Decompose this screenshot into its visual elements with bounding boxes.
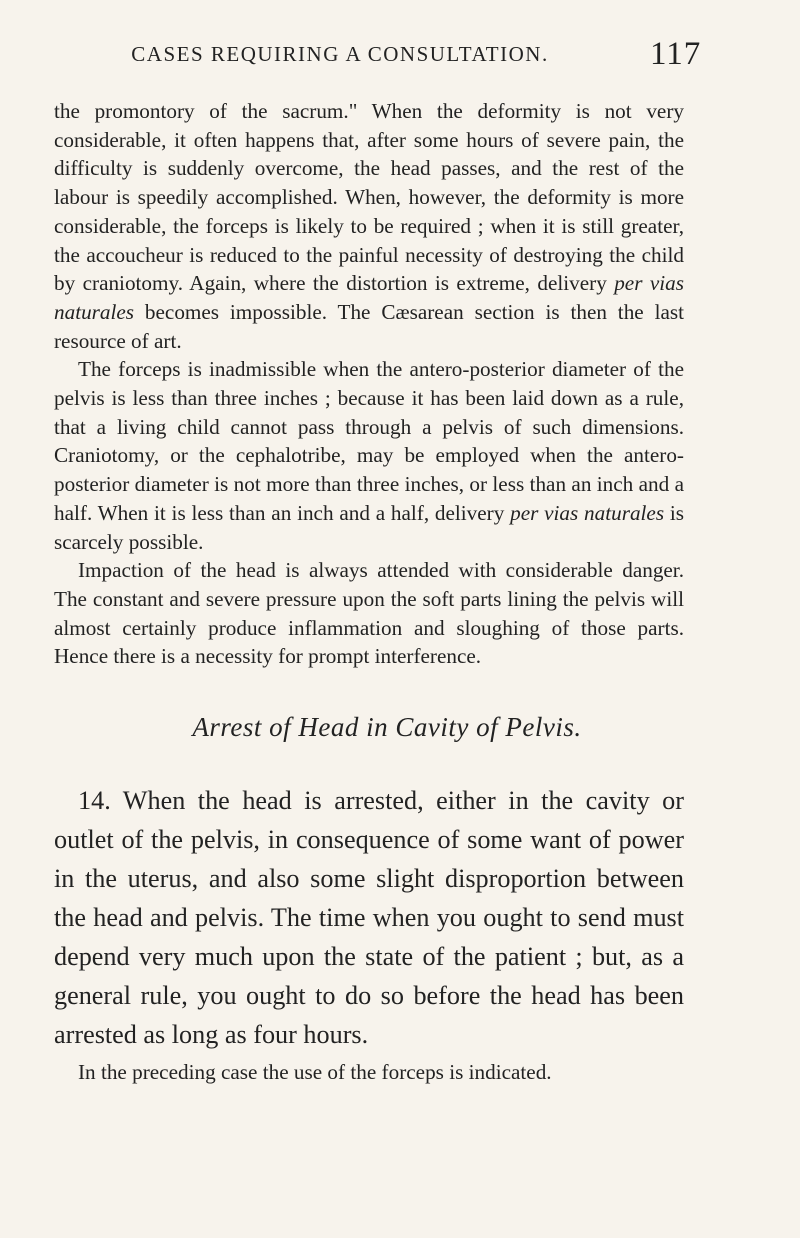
paragraph-closing: In the preceding case the use of the forceps is indicated. — [78, 1060, 552, 1085]
paragraph-forceps — [54, 355, 684, 556]
page-body — [54, 97, 684, 1087]
text-run: the promontory of the sacrum." When the deformity is not very considerable, it often happens that, after some hours of severe pain, the difficulty is suddenly overcome, the head passes, and the rest of the labour is speedily accomplished. When, however, the deformity is more considerable, the forceps is likely to be required ; when it is still greater, the accoucheur is reduced to the painful necessity of destroying the child by craniotomy. Again, where the distortion is extreme, delivery — [54, 99, 684, 296]
section-subheading: Arrest of Head in Cavity of Pelvis. — [192, 712, 582, 743]
paragraph-numbered-14: 14. When the head is arrested, either in the cavity or outlet of the pelvis, in consequence of some want of power in the uterus, and also some slight disproportion between the head and pelvis. The time when you ought to send must depend very much upon the state of the patient ; but, as a general rule, you ought to do so before the head has been arrested as long as four hours. — [54, 786, 684, 1050]
italic-phrase: per vias naturales — [510, 500, 665, 525]
text-run: is scarcely possible. — [54, 500, 685, 554]
text-run: The forceps is inadmissible when the antero-posterior diameter of the pelvis is less than three inches ; because it has been laid down as a rule, that a living child cannot pass through a pelvis of such dimensions. Craniotomy, or the cephalotribe, may be employed when the antero-posterior diameter is not more than three inches, or less than an inch and a half. When it is less than an inch and a half, delivery — [54, 357, 684, 525]
running-header: CASES REQUIRING A CONSULTATION. — [131, 42, 549, 66]
text-run: becomes impossible. The Cæsarean section is then the last resource of art. — [54, 299, 684, 353]
paragraph-continuation — [54, 97, 684, 355]
page-number: 117 — [650, 36, 702, 72]
italic-phrase: per vias naturales — [54, 271, 684, 324]
paragraph-impaction: Impaction of the head is always attended with considerable danger. The constant and severe pressure upon the soft parts lining the pelvis will almost certainly produce inflammation and sloughing of those parts. Hence there is a necessity for prompt interference. — [54, 558, 684, 669]
